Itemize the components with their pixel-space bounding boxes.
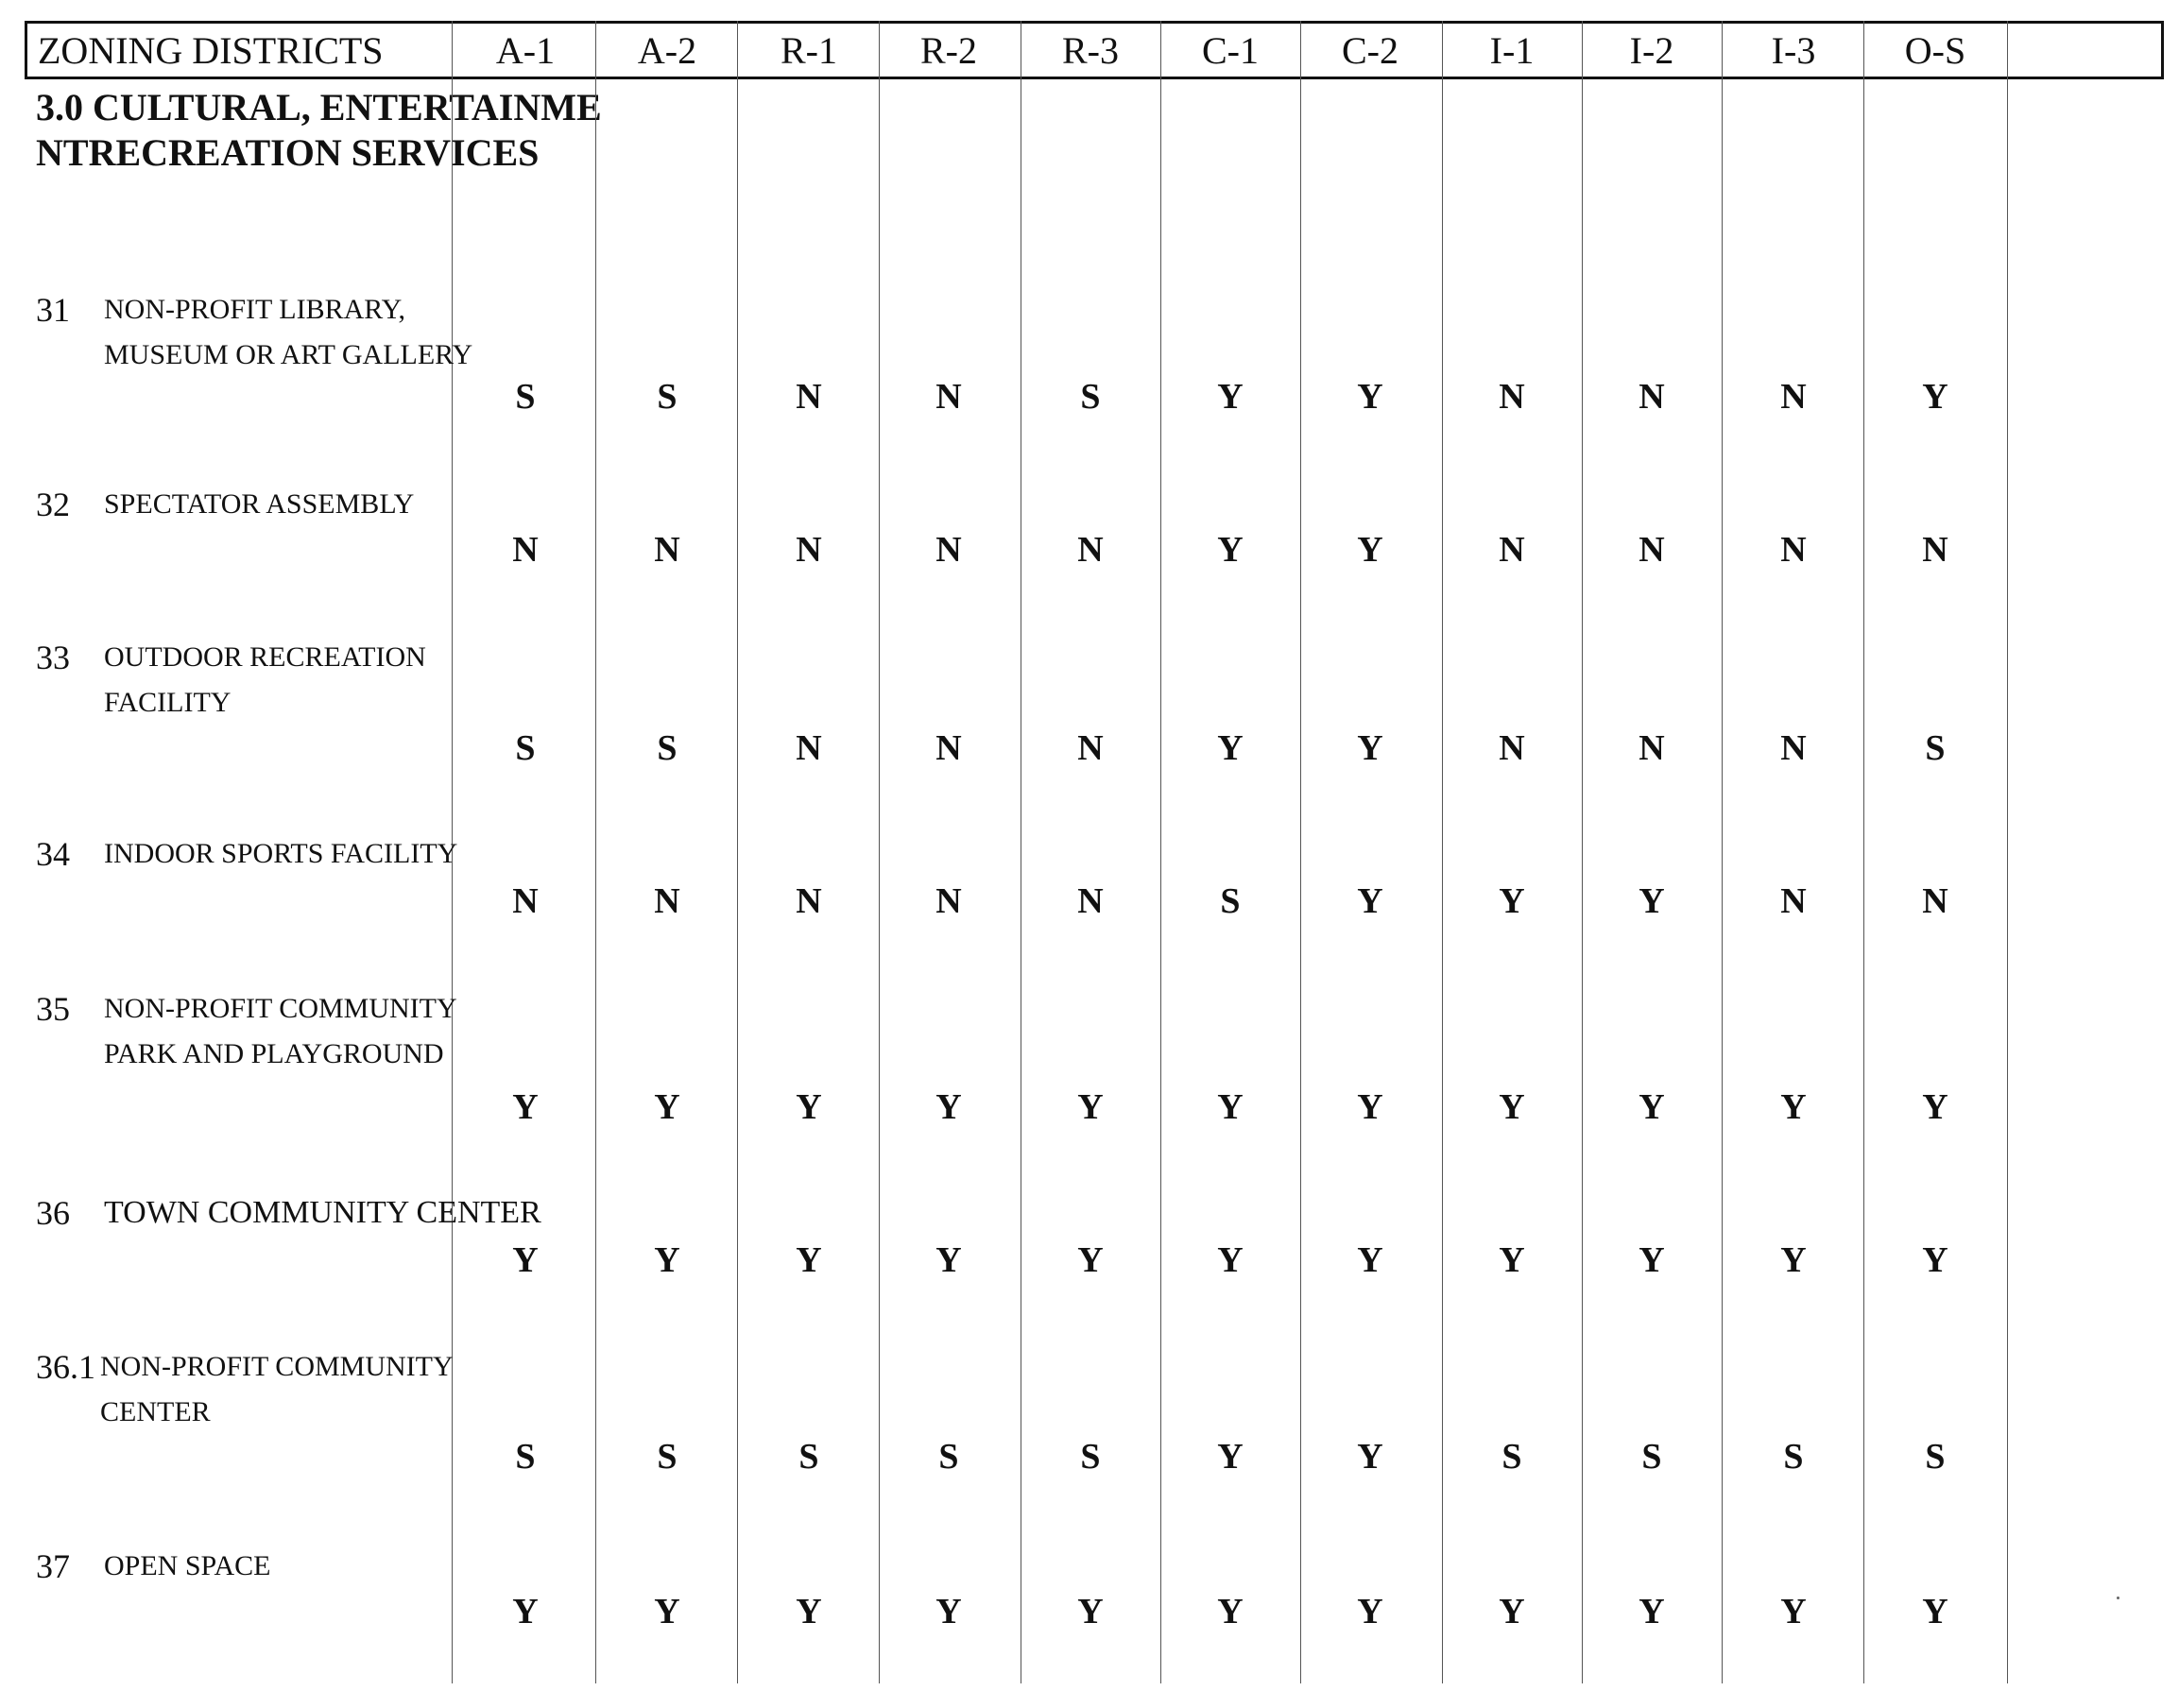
permission-cell: N bbox=[1499, 530, 1525, 570]
row-number: 34 bbox=[36, 835, 70, 873]
permission-cell: N bbox=[796, 881, 822, 921]
permission-cell: S bbox=[1641, 1437, 1662, 1477]
permission-cell: Y bbox=[1077, 1087, 1104, 1127]
row-number: 33 bbox=[36, 639, 70, 676]
row-label bbox=[104, 287, 472, 378]
permission-cell: Y bbox=[1217, 1087, 1244, 1127]
district-header: C-2 bbox=[1342, 29, 1398, 72]
column-rule bbox=[1582, 21, 1583, 1683]
row-number: 37 bbox=[36, 1547, 70, 1585]
table-header-title: ZONING DISTRICTS bbox=[38, 29, 384, 72]
row-label bbox=[104, 986, 457, 1077]
row-label-line: CENTER bbox=[100, 1396, 211, 1427]
permission-cell: Y bbox=[1639, 1087, 1665, 1127]
permission-cell: S bbox=[938, 1437, 959, 1477]
permission-cell: Y bbox=[1217, 1240, 1244, 1280]
permission-cell: Y bbox=[1357, 377, 1383, 417]
row-label-line: NON-PROFIT COMMUNITY bbox=[100, 1351, 454, 1382]
district-header: A-2 bbox=[637, 29, 697, 72]
district-header: I-2 bbox=[1629, 29, 1674, 72]
permission-cell: N bbox=[935, 530, 962, 570]
row-label-line: MUSEUM OR ART GALLERY bbox=[104, 339, 473, 370]
scan-speck bbox=[2117, 1597, 2119, 1599]
permission-cell: N bbox=[935, 377, 962, 417]
permission-cell: Y bbox=[1217, 1437, 1244, 1477]
permission-cell: Y bbox=[654, 1240, 680, 1280]
column-rule bbox=[1300, 21, 1301, 1683]
permission-cell: Y bbox=[1499, 881, 1525, 921]
permission-cell: S bbox=[657, 1437, 678, 1477]
row-label-line: INDOOR SPORTS FACILITY bbox=[104, 838, 458, 869]
row-label bbox=[104, 635, 426, 726]
permission-cell: Y bbox=[1357, 1240, 1383, 1280]
permission-cell: S bbox=[657, 377, 678, 417]
permission-cell: N bbox=[1499, 728, 1525, 768]
permission-cell: N bbox=[654, 530, 680, 570]
row-label-line: NON-PROFIT COMMUNITY bbox=[104, 993, 457, 1024]
permission-cell: Y bbox=[1499, 1240, 1525, 1280]
permission-cell: Y bbox=[1357, 1087, 1383, 1127]
permission-cell: Y bbox=[1499, 1087, 1525, 1127]
permission-cell: S bbox=[1501, 1437, 1522, 1477]
permission-cell: Y bbox=[1780, 1592, 1807, 1631]
permission-cell: N bbox=[1077, 881, 1104, 921]
permission-cell: S bbox=[1783, 1437, 1804, 1477]
row-number: 31 bbox=[36, 291, 70, 329]
permission-cell: Y bbox=[1077, 1592, 1104, 1631]
permission-cell: N bbox=[512, 530, 539, 570]
permission-cell: N bbox=[1780, 881, 1807, 921]
permission-cell: N bbox=[935, 728, 962, 768]
permission-cell: Y bbox=[512, 1240, 539, 1280]
permission-cell: Y bbox=[1922, 1240, 1948, 1280]
permission-cell: Y bbox=[1357, 1592, 1383, 1631]
row-label bbox=[104, 1190, 541, 1236]
permission-cell: S bbox=[515, 1437, 536, 1477]
permission-cell: Y bbox=[1780, 1240, 1807, 1280]
column-rule bbox=[879, 21, 880, 1683]
permission-cell: S bbox=[657, 728, 678, 768]
permission-cell: N bbox=[1077, 530, 1104, 570]
permission-cell: Y bbox=[654, 1592, 680, 1631]
permission-cell: Y bbox=[1357, 1437, 1383, 1477]
column-rule bbox=[1863, 21, 1864, 1683]
row-label-line: FACILITY bbox=[104, 687, 232, 718]
permission-cell: S bbox=[1080, 1437, 1101, 1477]
permission-cell: Y bbox=[512, 1087, 539, 1127]
row-number: 32 bbox=[36, 486, 70, 523]
row-label-line: TOWN COMMUNITY CENTER bbox=[104, 1195, 541, 1230]
permission-cell: N bbox=[1780, 530, 1807, 570]
permission-cell: N bbox=[1077, 728, 1104, 768]
permission-cell: Y bbox=[1217, 377, 1244, 417]
permission-cell: Y bbox=[1357, 881, 1383, 921]
permission-cell: Y bbox=[796, 1240, 822, 1280]
row-label-line: OUTDOOR RECREATION bbox=[104, 641, 426, 673]
permission-cell: Y bbox=[1639, 881, 1665, 921]
permission-cell: N bbox=[1639, 377, 1665, 417]
permission-cell: S bbox=[1220, 881, 1241, 921]
permission-cell: N bbox=[1780, 377, 1807, 417]
permission-cell: Y bbox=[1499, 1592, 1525, 1631]
permission-cell: Y bbox=[654, 1087, 680, 1127]
permission-cell: Y bbox=[1922, 1087, 1948, 1127]
permission-cell: N bbox=[1639, 728, 1665, 768]
column-rule bbox=[2007, 21, 2008, 1683]
permission-cell: Y bbox=[1357, 530, 1383, 570]
row-label bbox=[104, 482, 414, 527]
column-rule bbox=[1722, 21, 1723, 1683]
permission-cell: N bbox=[935, 881, 962, 921]
permission-cell: Y bbox=[1217, 530, 1244, 570]
permission-cell: Y bbox=[935, 1592, 962, 1631]
permission-cell: N bbox=[796, 530, 822, 570]
district-header: O-S bbox=[1904, 29, 1966, 72]
permission-cell: S bbox=[515, 728, 536, 768]
permission-cell: N bbox=[1922, 530, 1948, 570]
permission-cell: S bbox=[1925, 728, 1946, 768]
permission-cell: N bbox=[796, 728, 822, 768]
row-label-line: SPECTATOR ASSEMBLY bbox=[104, 488, 415, 520]
permission-cell: S bbox=[798, 1437, 819, 1477]
district-header: R-2 bbox=[920, 29, 977, 72]
district-header: R-3 bbox=[1062, 29, 1119, 72]
permission-cell: Y bbox=[1217, 728, 1244, 768]
permission-cell: N bbox=[796, 377, 822, 417]
permission-cell: S bbox=[1925, 1437, 1946, 1477]
permission-cell: Y bbox=[796, 1087, 822, 1127]
permission-cell: Y bbox=[1922, 1592, 1948, 1631]
permission-cell: Y bbox=[1077, 1240, 1104, 1280]
permission-cell: Y bbox=[1357, 728, 1383, 768]
district-header: R-1 bbox=[781, 29, 837, 72]
permission-cell: Y bbox=[1639, 1240, 1665, 1280]
permission-cell: Y bbox=[1780, 1087, 1807, 1127]
row-label-line: PARK AND PLAYGROUND bbox=[104, 1038, 444, 1069]
permission-cell: Y bbox=[935, 1240, 962, 1280]
row-label-line: OPEN SPACE bbox=[104, 1550, 271, 1581]
row-label bbox=[104, 831, 457, 877]
permission-cell: Y bbox=[796, 1592, 822, 1631]
district-header: I-1 bbox=[1489, 29, 1535, 72]
row-number: 36 bbox=[36, 1194, 70, 1232]
column-rule bbox=[595, 21, 596, 1683]
permission-cell: N bbox=[1499, 377, 1525, 417]
permission-cell: N bbox=[1922, 881, 1948, 921]
district-header: I-3 bbox=[1771, 29, 1816, 72]
permission-cell: Y bbox=[1639, 1592, 1665, 1631]
permission-cell: S bbox=[1080, 377, 1101, 417]
section-title: 3.0 CULTURAL, ENTERTAINMENTRECREATION SERVICES bbox=[36, 86, 602, 174]
row-label-line: NON-PROFIT LIBRARY, bbox=[104, 294, 405, 325]
permission-cell: N bbox=[1780, 728, 1807, 768]
row-label bbox=[100, 1344, 454, 1435]
permission-cell: Y bbox=[512, 1592, 539, 1631]
row-number: 36.1 bbox=[36, 1348, 95, 1386]
permission-cell: Y bbox=[935, 1087, 962, 1127]
permission-cell: N bbox=[654, 881, 680, 921]
column-rule bbox=[737, 21, 738, 1683]
permission-cell: N bbox=[512, 881, 539, 921]
permission-cell: Y bbox=[1922, 377, 1948, 417]
permission-cell: Y bbox=[1217, 1592, 1244, 1631]
district-header: A-1 bbox=[495, 29, 556, 72]
row-number: 35 bbox=[36, 990, 70, 1028]
row-label bbox=[104, 1544, 270, 1589]
district-header: C-1 bbox=[1202, 29, 1259, 72]
column-rule bbox=[1160, 21, 1161, 1683]
column-rule bbox=[1442, 21, 1443, 1683]
permission-cell: S bbox=[515, 377, 536, 417]
permission-cell: N bbox=[1639, 530, 1665, 570]
